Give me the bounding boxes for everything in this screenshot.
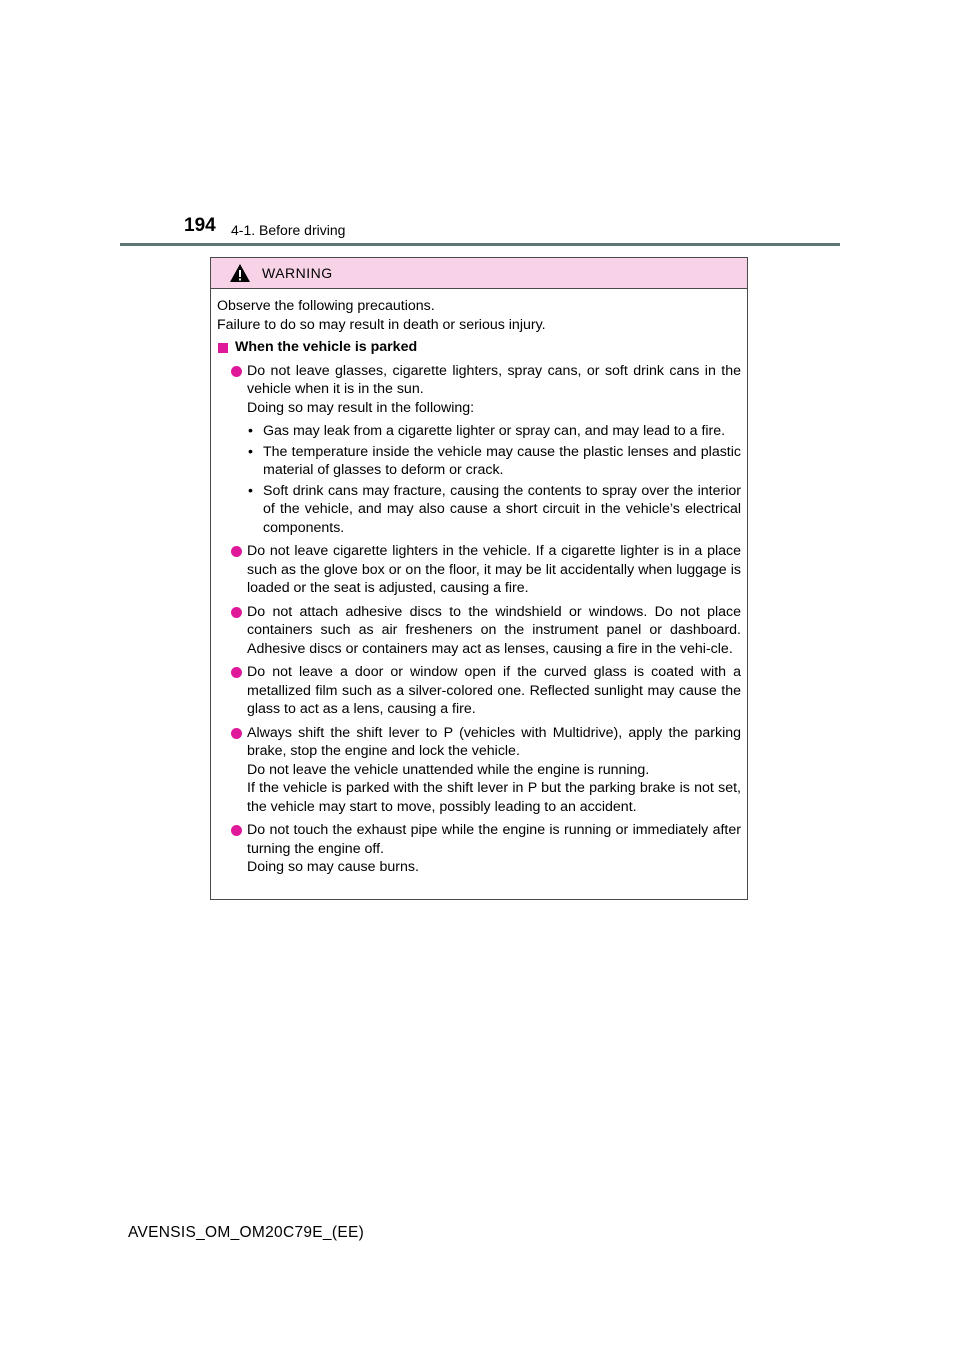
sub-item-text: Gas may leak from a cigarette lighter or spray can, and may lead to a fire. xyxy=(263,423,726,439)
warning-body xyxy=(211,289,747,877)
sub-item-text: The temperature inside the vehicle may cause the plastic lenses and plastic material of glasses to deform or crack. xyxy=(263,443,741,478)
item-line: Do not leave a door or window open if the curved glass is coated with a metallized film such as a silver-colored one. Reflected sunlight may cause the glass to act as a lens, causing a fire. xyxy=(247,664,741,717)
circle-bullet-icon xyxy=(231,546,242,557)
dot-bullet-icon: • xyxy=(248,443,253,460)
sub-item xyxy=(247,422,741,441)
circle-bullet-icon xyxy=(231,607,242,618)
circle-bullet-icon xyxy=(231,728,242,739)
warning-item xyxy=(217,603,741,659)
item-line: Do not leave the vehicle unattended while the engine is running. xyxy=(247,761,650,778)
warning-item xyxy=(217,362,741,538)
square-bullet-icon xyxy=(218,343,228,353)
intro-line: Failure to do so may result in death or serious injury. xyxy=(217,316,546,333)
warning-label: WARNING xyxy=(262,265,333,281)
item-line: Doing so may result in the following: xyxy=(247,399,475,416)
dot-bullet-icon: • xyxy=(248,423,253,439)
warning-box xyxy=(210,257,748,900)
warning-item xyxy=(217,663,741,719)
item-line: Do not touch the exhaust pipe while the engine is running or immediately after turning the engine off. xyxy=(247,822,741,857)
item-line: Doing so may cause burns. xyxy=(247,859,419,875)
warning-item xyxy=(217,724,741,817)
section-heading xyxy=(217,338,741,357)
sub-list xyxy=(247,422,741,537)
warning-intro xyxy=(217,297,741,334)
dot-bullet-icon: • xyxy=(248,482,253,499)
sub-item-text: Soft drink cans may fracture, causing the contents to spray over the interior of the vehicle, and may also cause a short circuit in the vehicle’s electrical components. xyxy=(263,482,741,536)
circle-bullet-icon xyxy=(231,825,242,836)
section-title: 4-1. Before driving xyxy=(231,222,346,238)
item-line: If the vehicle is parked with the shift lever in P but the parking brake is not set, the vehicle may start to move, possibly leading to an accident. xyxy=(247,780,741,815)
circle-bullet-icon xyxy=(231,366,242,377)
item-line: Do not leave cigarette lighters in the vehicle. If a cigarette lighter is in a place such as the glove box or on the floor, it may be lit accidentally when luggage is loaded or the seat is adjusted, causing a fire. xyxy=(247,543,741,596)
page-number: 194 xyxy=(184,215,216,236)
sub-item xyxy=(247,443,741,480)
warning-item xyxy=(217,542,741,598)
header-rule xyxy=(120,243,840,246)
item-line: Do not leave glasses, cigarette lighters, spray cans, or soft drink cans in the vehicle when it is in the sun. xyxy=(247,362,741,397)
item-line: Always shift the shift lever to P (vehicles with Multidrive), apply the parking brake, stop the engine and lock the vehicle. xyxy=(247,724,741,759)
item-line: Do not attach adhesive discs to the windshield or windows. Do not place containers such as air fresheners on the instrument panel or dashboard. Adhesive discs or containers may act as lenses, causing a fire in the vehi-cle. xyxy=(247,603,741,657)
warning-item xyxy=(217,821,741,877)
warning-header xyxy=(211,258,747,289)
warning-triangle-icon xyxy=(229,263,251,283)
sub-item xyxy=(247,482,741,538)
document-code: AVENSIS_OM_OM20C79E_(EE) xyxy=(128,1224,365,1241)
intro-line: Observe the following precautions. xyxy=(217,298,435,314)
section-heading-text: When the vehicle is parked xyxy=(235,339,418,355)
circle-bullet-icon xyxy=(231,667,242,678)
